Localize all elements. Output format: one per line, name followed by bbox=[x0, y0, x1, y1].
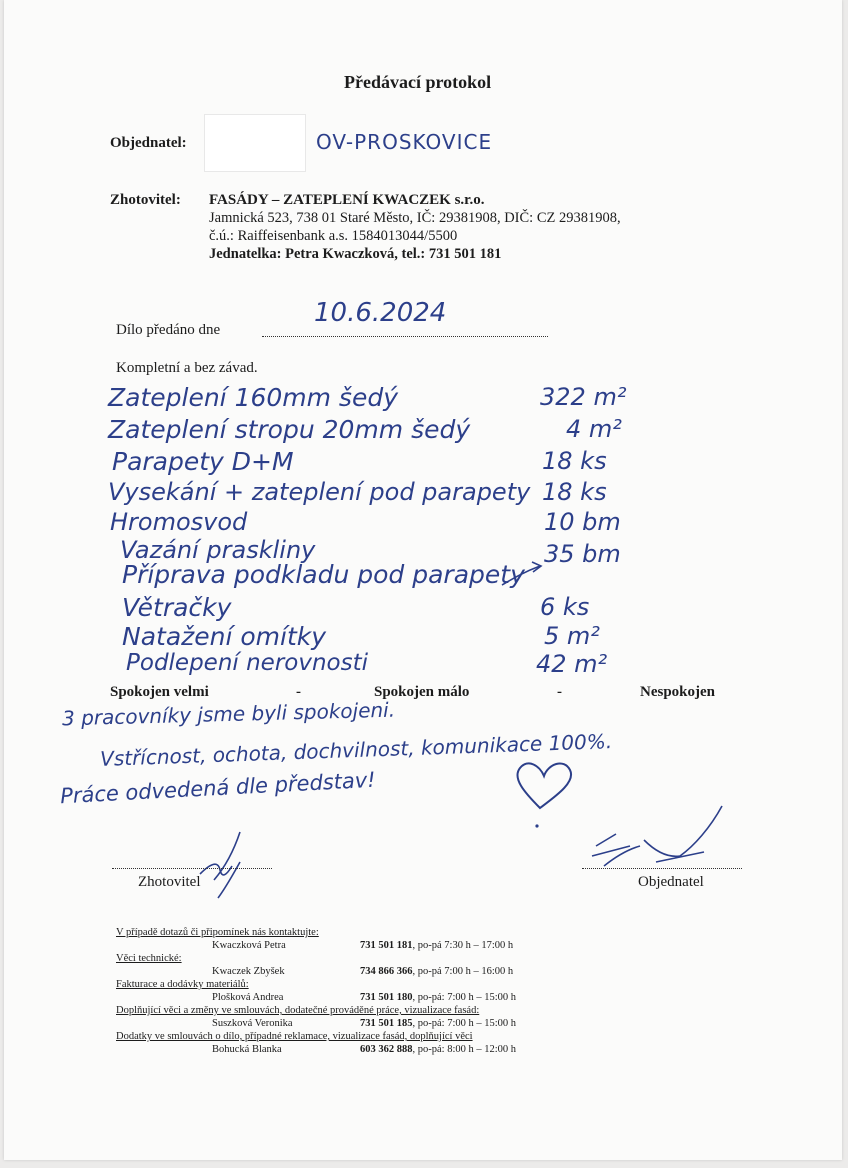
work-item-name: Vysekání + zateplení pod parapety bbox=[108, 478, 531, 506]
contractor-signature bbox=[200, 832, 240, 898]
contractor-director: Jednatelka: Petra Kwaczková, tel.: 731 501 181 bbox=[209, 246, 502, 262]
contact-phone: 603 362 888 bbox=[360, 1044, 413, 1055]
work-item-qty: 4 m² bbox=[566, 415, 622, 443]
heart-icon bbox=[517, 763, 571, 808]
customer-signature bbox=[592, 806, 722, 866]
work-item-qty: 18 ks bbox=[542, 478, 607, 506]
rating-separator: - bbox=[296, 684, 301, 700]
contact-hours: , po-pá: 7:00 h – 15:00 h bbox=[412, 1018, 517, 1029]
contact-person: Suszková Veronika bbox=[212, 1018, 293, 1029]
handover-date-handwritten: 10.6.2024 bbox=[314, 298, 447, 328]
contact-hours: , po-pá: 8:00 h – 12:00 h bbox=[412, 1044, 517, 1055]
contact-hours: , po-pá: 7:00 h – 15:00 h bbox=[412, 992, 517, 1003]
work-item-qty: 322 m² bbox=[540, 383, 627, 411]
status-text: Kompletní a bez závad. bbox=[116, 360, 258, 376]
rating-not-satisfied: Nespokojen bbox=[640, 684, 716, 700]
contact-person: Bohucká Blanka bbox=[212, 1044, 282, 1055]
rating-little-satisfied: Spokojen málo bbox=[374, 684, 470, 700]
contractor-company: FASÁDY – ZATEPLENÍ KWACZEK s.r.o. bbox=[209, 192, 485, 208]
dot-mark bbox=[535, 824, 538, 827]
work-item-name: Větračky bbox=[122, 593, 232, 622]
contact-phone: 734 866 366 bbox=[360, 966, 413, 977]
contact-heading: Fakturace a dodávky materiálů: bbox=[116, 979, 249, 990]
contact-person: Kwaczková Petra bbox=[212, 940, 286, 951]
contact-hours: , po-pá 7:30 h – 17:00 h bbox=[412, 940, 514, 951]
work-item-name: Příprava podkladu pod parapety bbox=[122, 560, 525, 589]
work-item-qty: 42 m² bbox=[536, 650, 608, 678]
work-item-name: Zateplení 160mm šedý bbox=[108, 383, 399, 412]
page-title: Předávací protokol bbox=[344, 72, 492, 92]
contact-person: Kwaczek Zbyšek bbox=[212, 966, 285, 977]
contact-heading: Věci technické: bbox=[116, 953, 182, 964]
work-item-qty: 18 ks bbox=[542, 447, 607, 475]
contact-heading: Doplňující věci a změny ve smlouvách, dodatečné prováděné práce, vizualizace fasád: bbox=[116, 1005, 480, 1016]
contact-heading: Dodatky ve smlouvách o dílo, případné reklamace, vizualizace fasád, doplňující věci bbox=[116, 1031, 473, 1042]
contractor-address: Jamnická 523, 738 01 Staré Město, IČ: 29381908, DIČ: CZ 29381908, bbox=[209, 210, 621, 226]
rating-very-satisfied: Spokojen velmi bbox=[110, 684, 209, 700]
rating-separator: - bbox=[557, 684, 562, 700]
work-item-qty: 5 m² bbox=[544, 622, 600, 650]
contractor-label: Zhotovitel: bbox=[110, 192, 181, 208]
contact-phone: 731 501 185 bbox=[360, 1018, 413, 1029]
work-item-qty: 35 bm bbox=[544, 540, 621, 568]
contact-hours: , po-pá 7:00 h – 16:00 h bbox=[412, 966, 514, 977]
contractor-bank: č.ú.: Raiffeisenbank a.s. 1584013044/5500 bbox=[209, 228, 458, 244]
customer-signature-line bbox=[582, 868, 742, 869]
arrow-stroke bbox=[502, 566, 540, 585]
contractor-signature-line bbox=[112, 868, 272, 869]
contractor-signature-label: Zhotovitel bbox=[138, 874, 201, 890]
work-item-name: Zateplení stropu 20mm šedý bbox=[108, 415, 471, 444]
work-item-qty: 6 ks bbox=[540, 593, 590, 621]
comment-line: Vstřícnost, ochota, dochvilnost, komunikace 100%. bbox=[99, 729, 613, 771]
work-item-name: Parapety D+M bbox=[112, 447, 294, 476]
customer-signature-label: Objednatel bbox=[638, 874, 704, 890]
handover-label: Dílo předáno dne bbox=[116, 322, 221, 338]
customer-name-handwritten: OV-PROSKOVICE bbox=[316, 130, 493, 154]
comment-line: Práce odvedená dle představ! bbox=[59, 767, 377, 809]
contact-phone: 731 501 181 bbox=[360, 940, 413, 951]
work-item-name: Hromosvod bbox=[110, 508, 248, 536]
work-item-name: Podlepení nerovnosti bbox=[126, 650, 369, 676]
contact-person: Plošková Andrea bbox=[212, 992, 284, 1003]
work-item-name: Natažení omítky bbox=[122, 622, 327, 651]
contact-heading: V případě dotazů či připomínek nás kontaktujte: bbox=[116, 927, 319, 938]
contact-phone: 731 501 180 bbox=[360, 992, 413, 1003]
document-page bbox=[4, 0, 842, 1160]
comment-line: 3 pracovníky jsme byli spokojeni. bbox=[61, 697, 396, 731]
work-item-qty: 10 bm bbox=[544, 508, 621, 536]
customer-label: Objednatel: bbox=[110, 135, 187, 151]
work-item-name: Vazání praskliny bbox=[120, 536, 316, 564]
